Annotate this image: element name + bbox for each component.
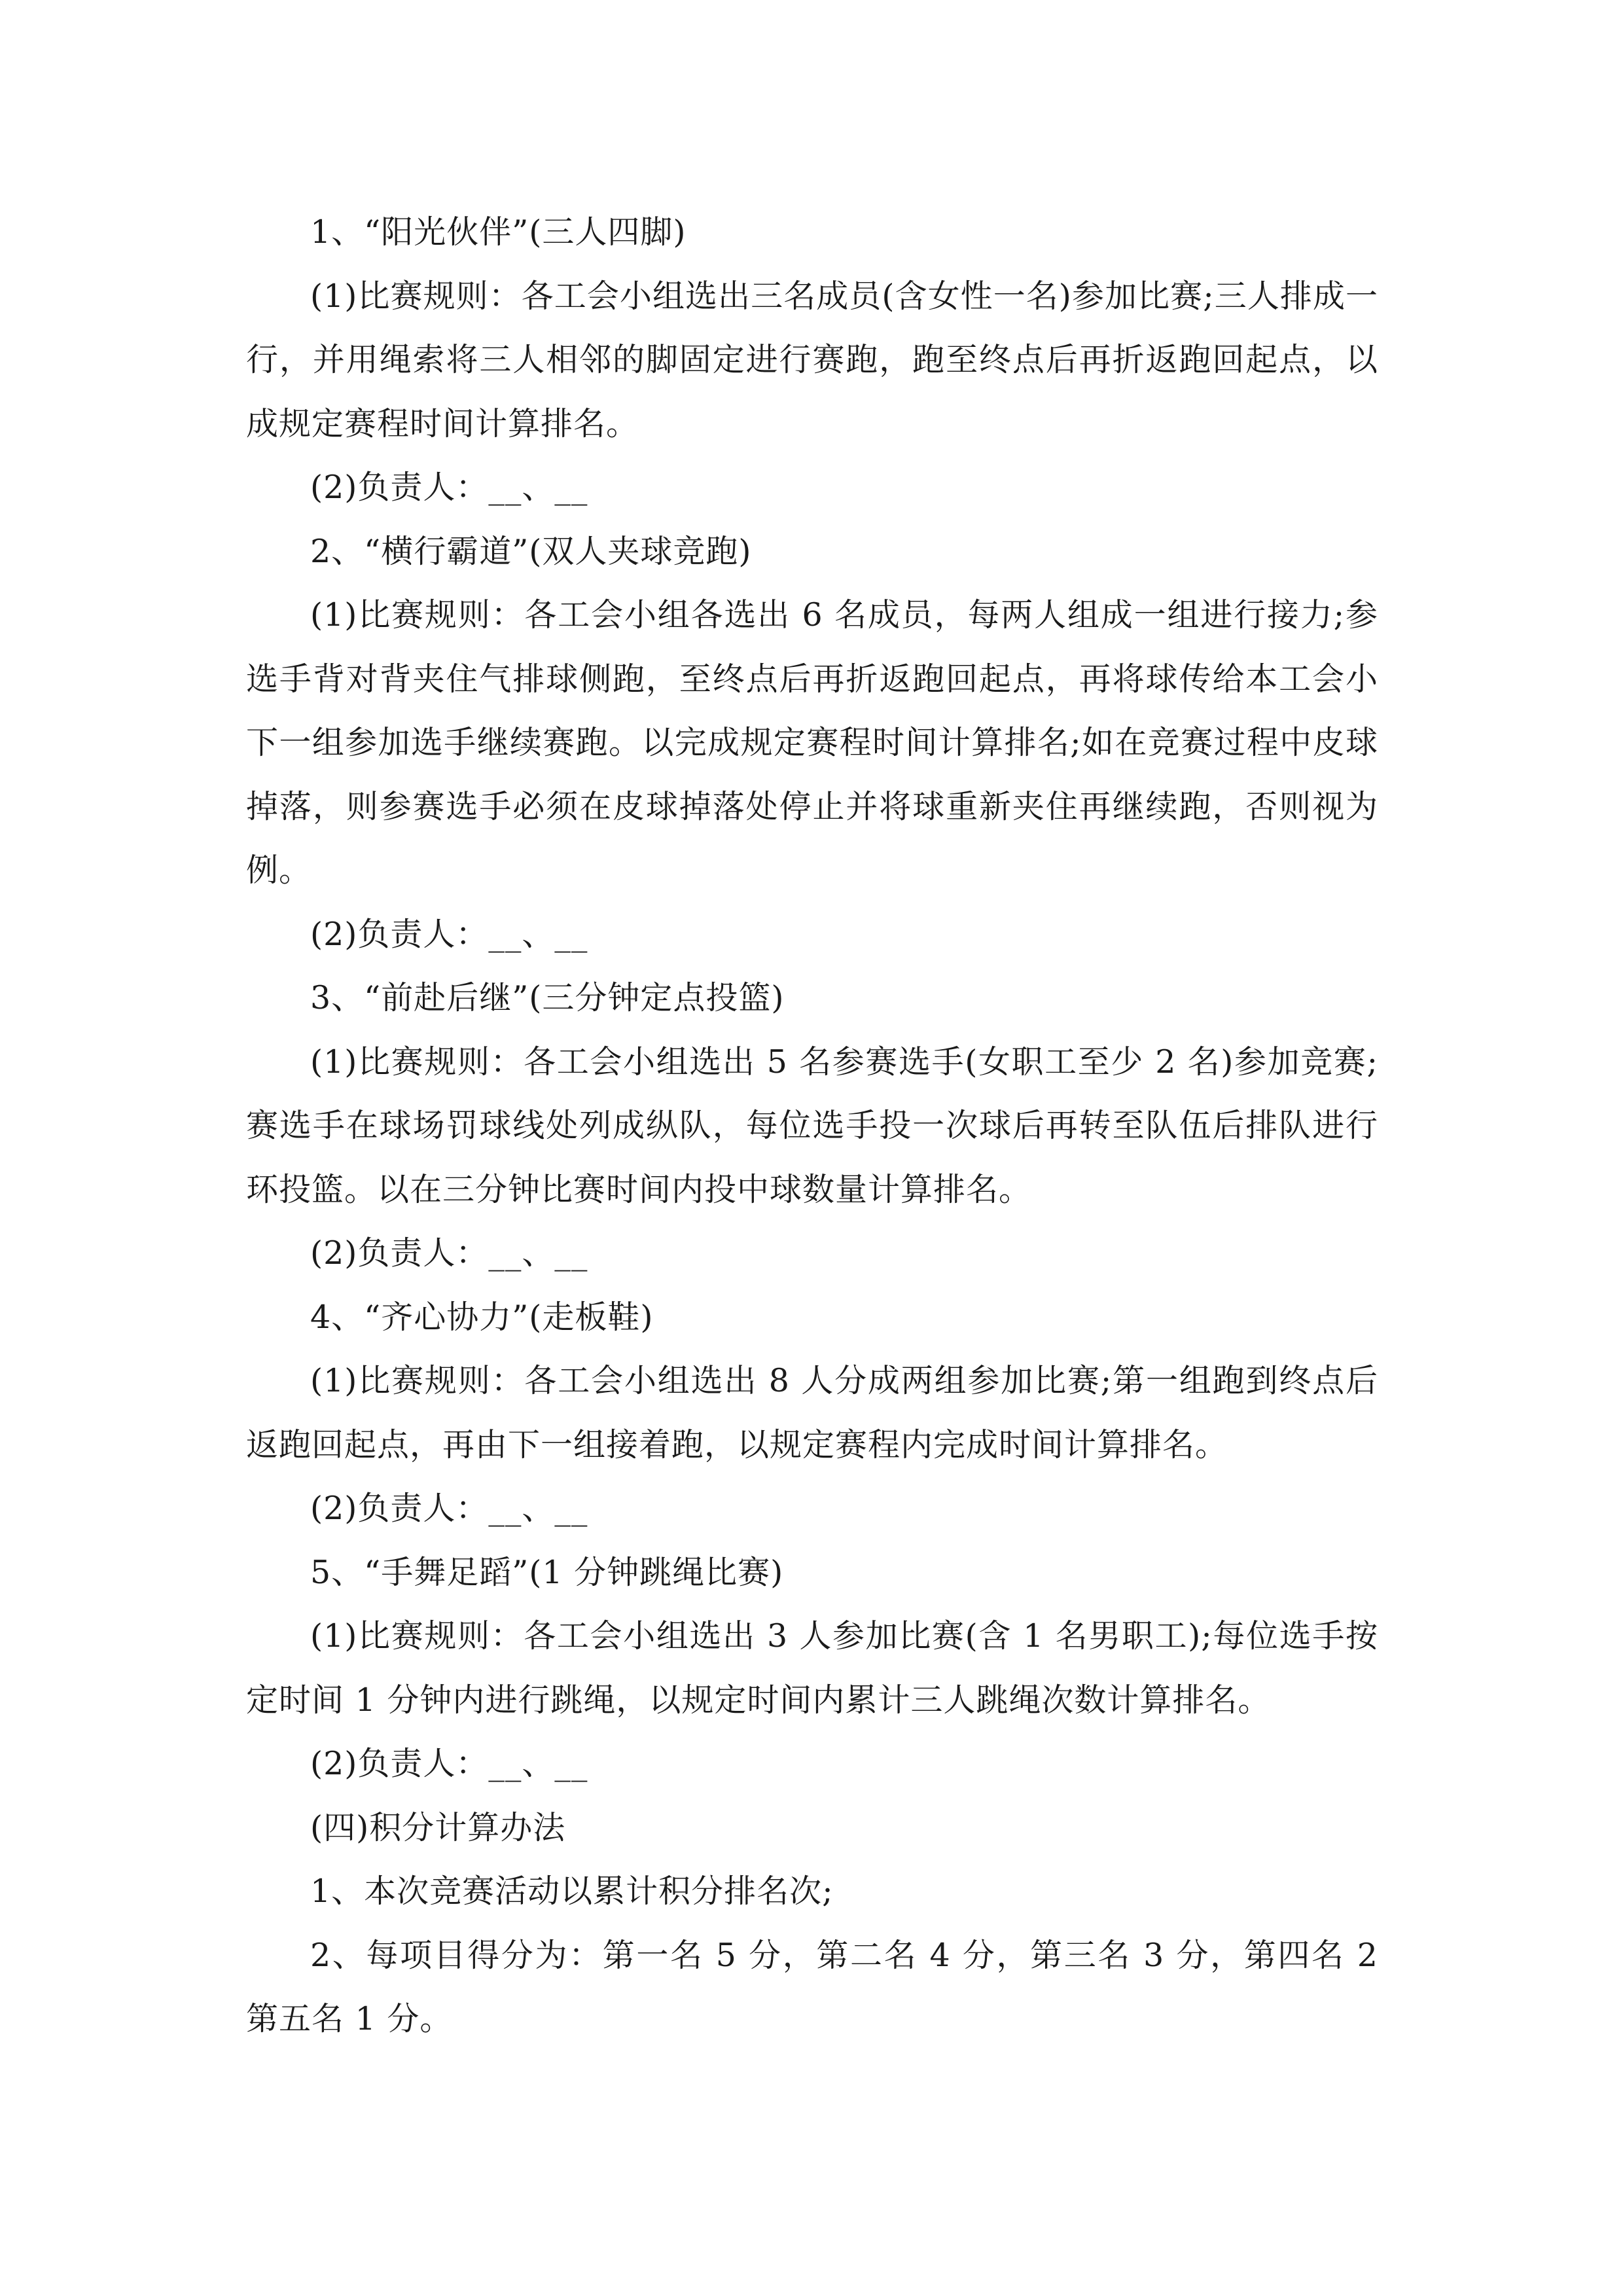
line-5: 2、“横行霸道”(双人夹球竞跑) — [310, 532, 752, 570]
line-27: 2、每项目得分为：第一名 5 分，第二名 4 分，第三名 3 分，第四名 2 — [310, 1936, 1378, 1974]
line-21: 5、“手舞足蹈”(1 分钟跳绳比赛) — [310, 1553, 784, 1591]
line-9: 掉落，则参赛选手必须在皮球掉落处停止并将球重新夹住再继续跑，否则视为 — [246, 787, 1378, 825]
line-20: (2)负责人：__、__ — [310, 1490, 588, 1527]
line-12: 3、“前赴后继”(三分钟定点投篮) — [310, 979, 785, 1016]
line-19: 返跑回起点，再由下一组接着跑，以规定赛程内完成时间计算排名。 — [246, 1426, 1228, 1463]
line-2: 行，并用绳索将三人相邻的脚固定进行赛跑，跑至终点后再折返跑回起点，以 — [246, 341, 1378, 378]
line-0: 1、“阳光伙伴”(三人四脚) — [310, 213, 687, 251]
document-body — [246, 200, 1378, 2051]
line-8: 下一组参加选手继续赛跑。以完成规定赛程时间计算排名;如在竞赛过程中皮球 — [246, 724, 1378, 761]
line-7: 选手背对背夹住气排球侧跑，至终点后再折返跑回起点，再将球传给本工会小 — [246, 660, 1378, 698]
line-14: 赛选手在球场罚球线处列成纵队，每位选手投一次球后再转至队伍后排队进行 — [246, 1107, 1378, 1144]
line-6: (1)比赛规则：各工会小组各选出 6 名成员，每两人组成一组进行接力;参 — [310, 596, 1378, 634]
line-4: (2)负责人：__、__ — [310, 469, 588, 506]
line-10: 例。 — [246, 852, 312, 889]
line-16: (2)负责人：__、__ — [310, 1234, 588, 1272]
line-23: 定时间 1 分钟内进行跳绳，以规定时间内累计三人跳绳次数计算排名。 — [246, 1681, 1271, 1719]
line-13: (1)比赛规则：各工会小组选出 5 名参赛选手(女职工至少 2 名)参加竞赛; — [310, 1043, 1378, 1081]
line-18: (1)比赛规则：各工会小组选出 8 人分成两组参加比赛;第一组跑到终点后 — [310, 1362, 1378, 1399]
line-24: (2)负责人：__、__ — [310, 1745, 588, 1782]
line-3: 成规定赛程时间计算排名。 — [246, 404, 639, 442]
line-1: (1)比赛规则：各工会小组选出三名成员(含女性一名)参加比赛;三人排成一 — [310, 277, 1378, 315]
line-15: 环投篮。以在三分钟比赛时间内投中球数量计算排名。 — [246, 1170, 1032, 1208]
line-22: (1)比赛规则：各工会小组选出 3 人参加比赛(含 1 名男职工);每位选手按 — [310, 1617, 1378, 1655]
line-28: 第五名 1 分。 — [246, 2000, 453, 2037]
line-25: (四)积分计算办法 — [310, 1808, 566, 1846]
line-26: 1、本次竞赛活动以累计积分排名次; — [310, 1873, 834, 1910]
line-11: (2)负责人：__、__ — [310, 915, 588, 953]
line-17: 4、“齐心协力”(走板鞋) — [310, 1298, 654, 1336]
